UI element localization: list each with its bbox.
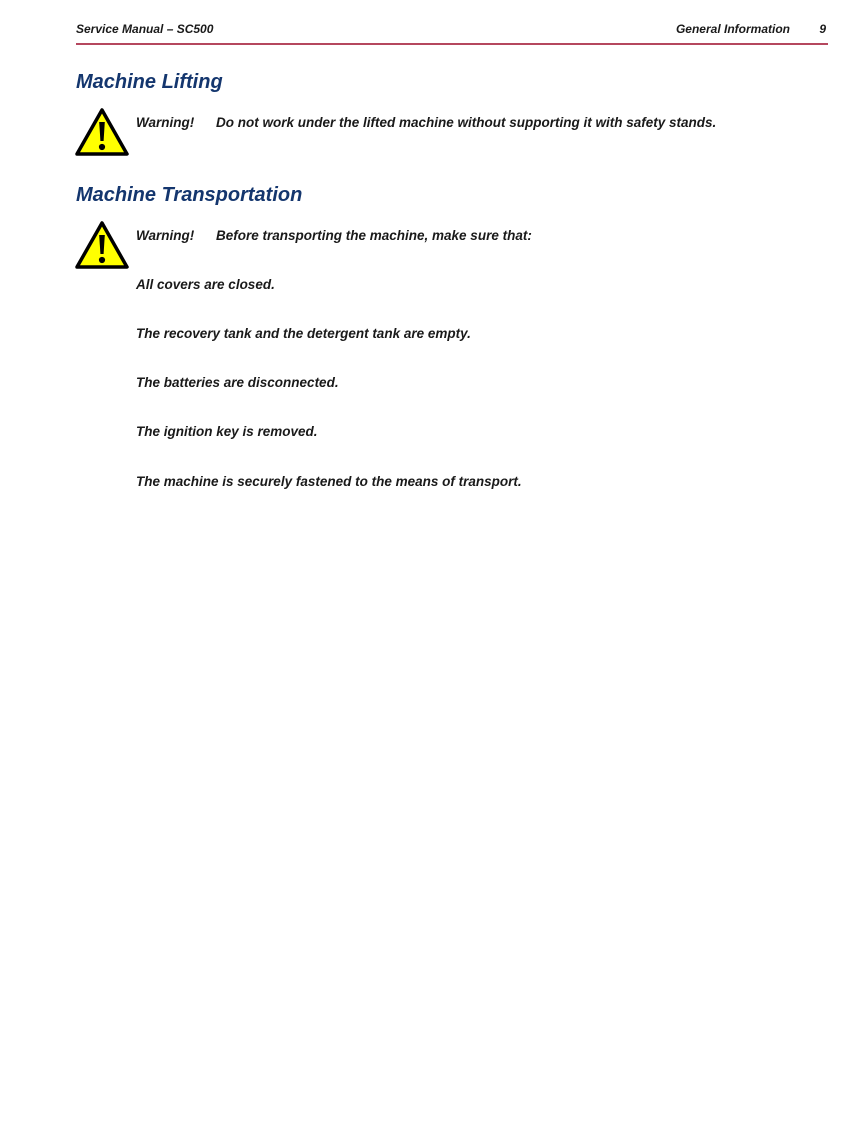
warning-triangle-icon (75, 221, 129, 269)
checklist-item: The batteries are disconnected. (136, 375, 339, 390)
warning-triangle-icon (75, 108, 129, 156)
warning-label: Warning! (136, 228, 195, 243)
checklist-item: The machine is securely fastened to the means of transport. (136, 474, 522, 489)
warning-label: Warning! (136, 115, 195, 130)
warning-text: Before transporting the machine, make sure that: (216, 228, 532, 243)
header-divider (76, 43, 828, 45)
header-page-number: 9 (819, 22, 826, 36)
warning-lifting (136, 115, 716, 130)
header-manual-title: Service Manual – SC500 (76, 22, 214, 36)
warning-text: Do not work under the lifted machine without supporting it with safety stands. (216, 115, 717, 130)
section-title-lifting: Machine Lifting (76, 71, 223, 93)
checklist-item: The ignition key is removed. (136, 424, 318, 439)
page-header (76, 20, 828, 44)
checklist-item: The recovery tank and the detergent tank are empty. (136, 326, 471, 341)
warning-transportation (136, 228, 532, 243)
header-section-name: General Information (675, 22, 790, 36)
section-title-transportation: Machine Transportation (76, 184, 303, 206)
checklist-item: All covers are closed. (136, 277, 275, 292)
